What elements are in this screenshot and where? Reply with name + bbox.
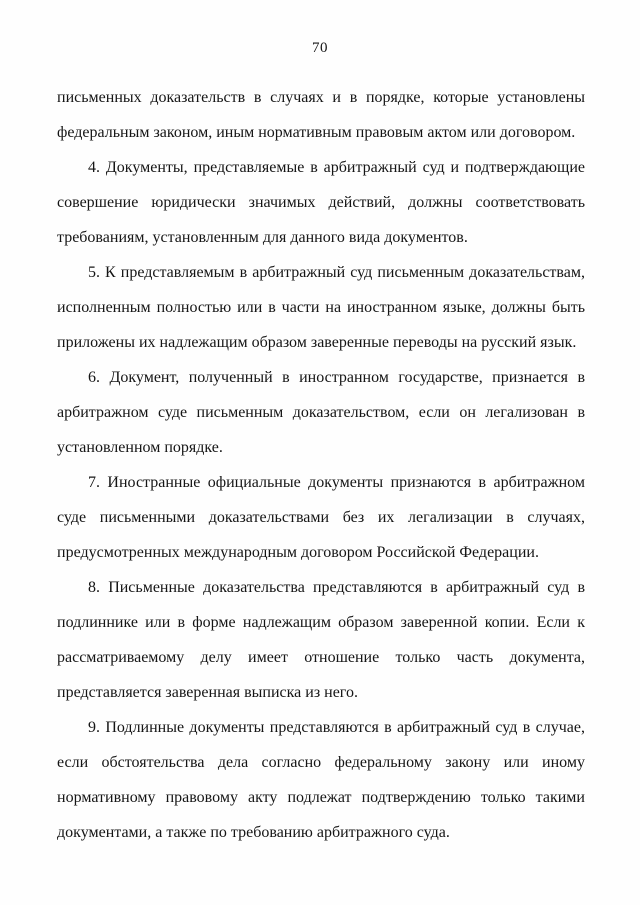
paragraph-6: 6. Документ, полученный в иностранном государстве, признается в арбитражном суде письменным доказательством, если он легализован в установленном порядке.: [57, 369, 585, 456]
page-number: 70: [312, 40, 328, 56]
paragraph-8: 8. Письменные доказательства представляются в арбитражный суд в подлиннике или в форме надлежащим образом заверенной копии. Если к рассматриваемому делу имеет отношение только часть документа, представляется заверенная выписка из него.: [57, 579, 585, 701]
paragraph-continuation: письменных доказательств в случаях и в порядке, которые установлены федеральным законом, иным нормативным правовым актом или договором.: [57, 89, 585, 141]
paragraph-4: 4. Документы, представляемые в арбитражный суд и подтверждающие совершение юридически значимых действий, должны соответствовать требованиям, установленным для данного вида документов.: [57, 159, 585, 246]
paragraph-5: 5. К представляемым в арбитражный суд письменным доказательствам, исполненным полностью или в части на иностранном языке, должны быть приложены их надлежащим образом заверенные переводы на русский язык.: [57, 264, 585, 351]
document-body: [57, 80, 585, 850]
paragraph-9: 9. Подлинные документы представляются в арбитражный суд в случае, если обстоятельства дела согласно федеральному закону или иному нормативному правовому акту подлежат подтверждению только такими документами, а также по требованию арбитражного суда.: [57, 719, 585, 841]
paragraph-7: 7. Иностранные официальные документы признаются в арбитражном суде письменными доказательствами без их легализации в случаях, предусмотренных международным договором Российской Федерации.: [57, 474, 585, 561]
